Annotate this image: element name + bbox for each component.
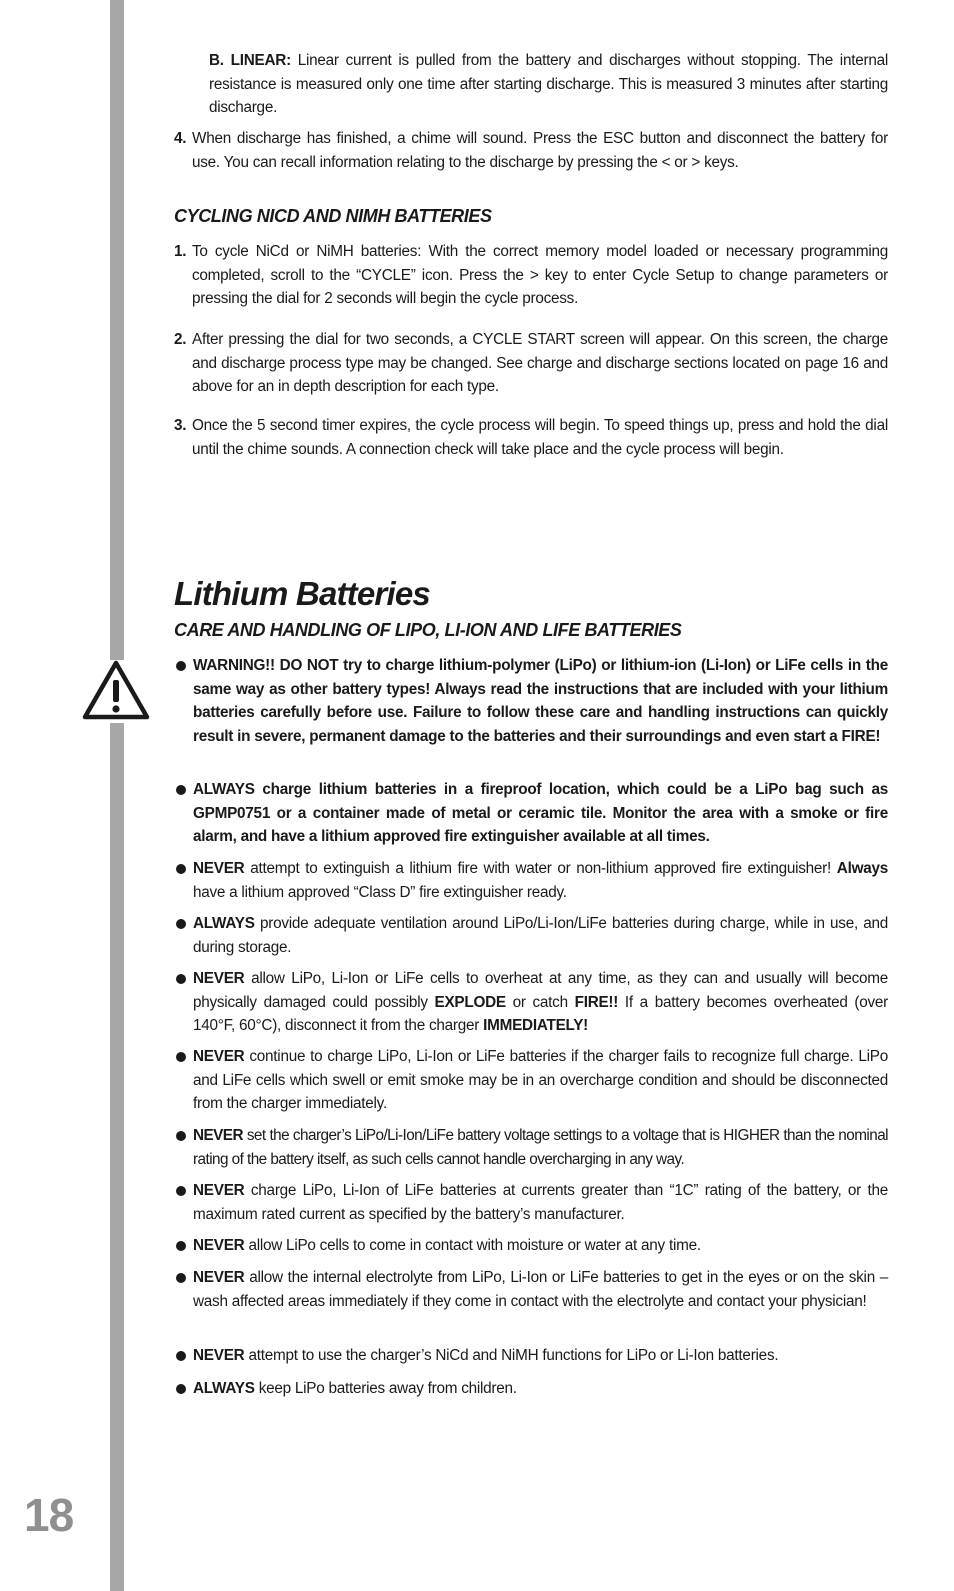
- linear-paragraph: [209, 49, 888, 120]
- bullet-lead: NEVER: [193, 1269, 245, 1286]
- step-text: To cycle NiCd or NiMH batteries: With the correct memory model loaded or necessary programming completed, scroll to the “CYCLE” icon. Press the > key to enter Cycle Setup to change parameters or pressing the dial for 2 seconds will begin the cycle process.: [192, 243, 888, 307]
- bullet-item-functions: [193, 1344, 888, 1368]
- bullet-item-moisture: [193, 1234, 888, 1258]
- bullet-item-overheat: [193, 967, 888, 1038]
- bullet-item-warning: [193, 654, 888, 748]
- bullet-text: allow LiPo, Li-Ion or LiFe cells to overheat at any time, as they can and usually will become physically damaged could possibly: [193, 970, 888, 1011]
- bullet-text: keep LiPo batteries away from children.: [254, 1380, 517, 1397]
- sidebar-bar-bottom: [110, 723, 124, 1591]
- sidebar-bar-top: [110, 0, 124, 660]
- bullet-text: If a battery becomes overheated (over 140°F, 60°C), disconnect it from the charger: [193, 993, 888, 1034]
- bullet-lead: FIRE!!: [574, 993, 619, 1011]
- step-text: Once the 5 second timer expires, the cycle process will begin. To speed things up, press and hold the dial until the chime sounds. A connection check will take place and the cycle process will begin.: [192, 417, 888, 458]
- page-title: Lithium Batteries: [174, 575, 430, 612]
- bullet-dot: [176, 1186, 186, 1196]
- bullet-lead: ALWAYS: [193, 915, 255, 932]
- cycling-step-3: [174, 414, 888, 461]
- discharge-step-4: [174, 127, 888, 174]
- step-text: After pressing the dial for two seconds, a CYCLE START screen will appear. On this screen, the charge and discharge process type may be changed. See charge and discharge sections located on page 16 and above for an in depth description for each type.: [192, 331, 888, 395]
- bullet-dot: [176, 785, 186, 795]
- bullet-dot: [176, 864, 186, 874]
- bullet-item-currents: [193, 1179, 888, 1226]
- page-number: 18: [24, 1489, 74, 1541]
- bullet-item-voltage: [193, 1124, 888, 1171]
- bullet-dot: [176, 1384, 186, 1394]
- cycling-heading: CYCLING NICD AND NIMH BATTERIES: [174, 206, 492, 226]
- bullet-text: ALWAYS charge lithium batteries in a fireproof location, which could be a LiPo bag such as GPMP0751 or a container made of metal or ceramic tile. Monitor the area with a smoke or fire alarm, and have a lithium approved fire extinguisher available at all times.: [193, 781, 888, 845]
- bullet-text: or catch: [505, 993, 575, 1011]
- bullet-text: provide adequate ventilation around LiPo/Li-Ion/LiFe batteries during charge, while in use, and during storage.: [193, 915, 888, 956]
- bullet-dot: [176, 1052, 186, 1062]
- bullet-item-extinguish: [193, 857, 888, 904]
- bullet-text: attempt to extinguish a lithium fire with water or non-lithium approved fire extinguisher!: [244, 860, 837, 877]
- cycling-step-1: [174, 240, 888, 311]
- step-number: 1.: [174, 243, 187, 260]
- bullet-lead: NEVER: [193, 970, 245, 987]
- bullet-text: allow the internal electrolyte from LiPo, Li-Ion or LiFe batteries to get in the eyes or on the skin – wash affected areas immediately if they come in contact with the electrolyte and contact your physician!: [193, 1269, 888, 1310]
- bullet-text: allow LiPo cells to come in contact with moisture or water at any time.: [244, 1237, 701, 1254]
- cycling-step-2: [174, 328, 888, 399]
- bullet-lead: NEVER: [193, 1048, 245, 1065]
- bullet-dot: [176, 1241, 186, 1251]
- step-number: 4.: [174, 130, 187, 147]
- linear-label: B. LINEAR:: [209, 52, 291, 69]
- bullet-lead: Always: [836, 860, 888, 877]
- bullet-dot: [176, 919, 186, 929]
- bullet-dot: [176, 974, 186, 984]
- bullet-lead: ALWAYS: [193, 1380, 255, 1397]
- lithium-subheading: CARE AND HANDLING OF LIPO, LI-ION AND LIFE BATTERIES: [174, 620, 682, 640]
- bullet-item-full-charge: [193, 1045, 888, 1116]
- bullet-text: continue to charge LiPo, Li-Ion or LiFe batteries if the charger fails to recognize full charge. LiPo and LiFe cells which swell or emit smoke may be in an overcharge condition and should be disconnected from the charger immediately.: [193, 1048, 888, 1112]
- warning-triangle-icon: [82, 659, 150, 721]
- bullet-lead: NEVER: [193, 1237, 245, 1254]
- bullet-lead: NEVER: [193, 1127, 243, 1144]
- step-number: 2.: [174, 331, 187, 348]
- bullet-dot: [176, 1131, 186, 1141]
- bullet-dot: [176, 661, 186, 671]
- bullet-lead: NEVER: [193, 860, 245, 877]
- bullet-text: set the charger’s LiPo/Li-Ion/LiFe battery voltage settings to a voltage that is HIGHER than the nominal rating of the battery itself, as such cells cannot handle overcharging in any way.: [193, 1127, 888, 1168]
- bullet-text: attempt to use the charger’s NiCd and NiMH functions for LiPo or Li-Ion batteries.: [244, 1347, 779, 1364]
- bullet-item-fireproof: [193, 778, 888, 849]
- bullet-text: WARNING!! DO NOT try to charge lithium-polymer (LiPo) or lithium-ion (Li-Ion) or LiFe cells in the same way as other battery types! Always read the instructions that are included with your lithium batteries carefully before use. Failure to follow these care and handling instructions can quickly result in severe, permanent damage to the batteries and their surroundings and even start a FIRE!: [193, 657, 888, 745]
- step-number: 3.: [174, 417, 187, 434]
- step-text: When discharge has finished, a chime will sound. Press the ESC button and disconnect the battery for use. You can recall information relating to the discharge by pressing the < or > keys.: [192, 130, 888, 171]
- bullet-item-electrolyte: [193, 1266, 888, 1313]
- bullet-dot: [176, 1351, 186, 1361]
- bullet-item-ventilation: [193, 912, 888, 959]
- bullet-text: charge LiPo, Li-Ion of LiFe batteries at currents greater than “1C” rating of the battery, or the maximum rated current as specified by the battery’s manufacturer.: [193, 1182, 888, 1223]
- bullet-text: have a lithium approved “Class D” fire extinguisher ready.: [193, 883, 567, 901]
- bullet-lead: EXPLODE: [434, 993, 506, 1011]
- bullet-lead: IMMEDIATELY!: [483, 1017, 589, 1034]
- linear-text: Linear current is pulled from the battery and discharges without stopping. The internal resistance is measured only one time after starting discharge. This is measured 3 minutes after starting discharge.: [209, 52, 888, 116]
- bullet-lead: NEVER: [193, 1182, 245, 1199]
- bullet-dot: [176, 1273, 186, 1283]
- bullet-lead: NEVER: [193, 1347, 245, 1364]
- bullet-item-children: [193, 1377, 888, 1401]
